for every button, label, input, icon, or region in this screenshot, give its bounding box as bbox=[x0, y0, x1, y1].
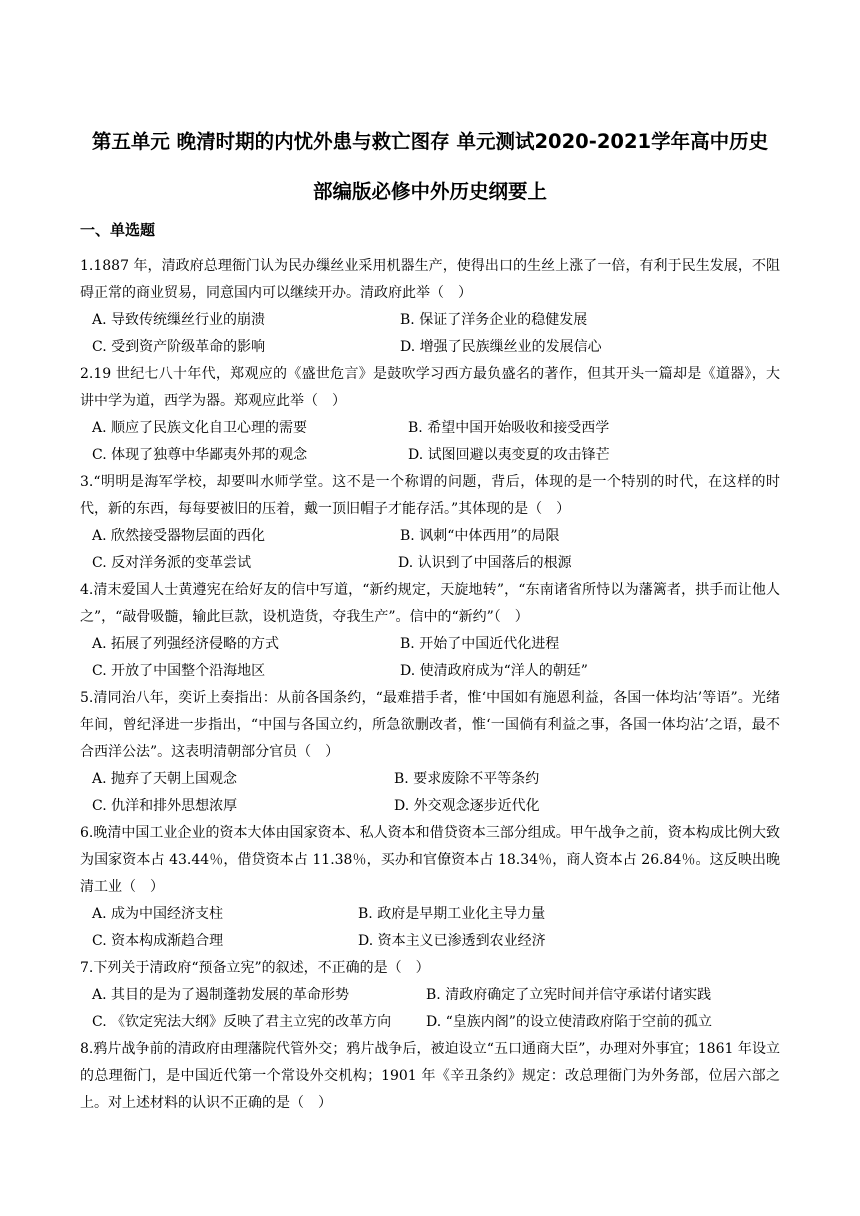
question-1 bbox=[80, 253, 780, 361]
options bbox=[80, 631, 780, 685]
option-c[interactable]: C. 体现了独尊中华鄙夷外邦的观念 bbox=[92, 447, 308, 463]
option-b[interactable]: B. 开始了中国近代化进程 bbox=[400, 636, 560, 652]
options bbox=[80, 982, 780, 1036]
option-c[interactable]: C. 仇洋和排外思想浓厚 bbox=[92, 798, 238, 814]
options bbox=[80, 415, 780, 469]
option-a[interactable]: A. 拓展了列强经济侵略的方式 bbox=[92, 636, 280, 652]
document-title-line-1: 第五单元 晚清时期的内忧外患与救亡图存 单元测试2020-2021学年高中历史 bbox=[91, 130, 769, 153]
question-stem: 3.“明明是海军学校，却要叫水师学堂。这不是一个称谓的问题，背后，体现的是一个特别的时代，在这样的时代，新的东西，每每要被旧的压着，戴一顶旧帽子才能存活。”其体现的是（ ） bbox=[80, 474, 780, 517]
question-stem: 7.下列关于清政府“预备立宪”的叙述，不正确的是（ ） bbox=[80, 960, 430, 976]
option-a[interactable]: A. 成为中国经济支柱 bbox=[92, 906, 224, 922]
option-b[interactable]: B. 讽刺“中体西用”的局限 bbox=[400, 528, 560, 544]
options bbox=[80, 307, 780, 361]
question-4 bbox=[80, 577, 780, 685]
option-b[interactable]: B. 要求废除不平等条约 bbox=[394, 771, 540, 787]
question-stem: 4.清末爱国人士黄遵宪在给好友的信中写道，“新约规定，天旋地转”，“东南诸省所恃以为藩篱者，拱手而让他人之”，“敲骨吸髓，输此巨款，设机造货，夺我生产”。信中的“新约”（ ） bbox=[80, 582, 780, 625]
option-d[interactable]: D. 试图回避以夷变夏的攻击锋芒 bbox=[408, 447, 610, 463]
option-c[interactable]: C. 受到资产阶级革命的影响 bbox=[92, 339, 266, 355]
question-stem: 8.鸦片战争前的清政府由理藩院代管外交；鸦片战争后，被迫设立“五口通商大臣”，办理对外事宜；1861 年设立的总理衙门，是中国近代第一个常设外交机构；1901 年《辛丑条约》规定：改总理衙门为外务部，位居六部之上。对上述材料的认识不正确的是（ ） bbox=[80, 1041, 780, 1111]
option-c[interactable]: C. 开放了中国整个沿海地区 bbox=[92, 663, 266, 679]
section-heading: 一、单选题 bbox=[80, 221, 156, 239]
option-c[interactable]: C. 反对洋务派的变革尝试 bbox=[92, 555, 252, 571]
document-title-line-2: 部编版必修中外历史纲要上 bbox=[312, 180, 547, 203]
question-3 bbox=[80, 469, 780, 577]
options bbox=[80, 523, 780, 577]
question-2 bbox=[80, 361, 780, 469]
option-d[interactable]: D. 外交观念逐步近代化 bbox=[394, 798, 540, 814]
option-d[interactable]: D. 资本主义已渗透到农业经济 bbox=[358, 933, 546, 949]
option-c[interactable]: C. 《钦定宪法大纲》反映了君主立宪的改革方向 bbox=[92, 1014, 392, 1030]
question-stem: 5.清同治八年，奕䜣上奏指出：从前各国条约，“最难措手者，惟‘中国如有施恩利益，各国一体均沾’等语”。光绪年间，曾纪泽进一步指出，“中国与各国立约，所急欲删改者，惟‘一国倘有利益之事，各国一体均沾’之语，最不合西洋公法”。这表明清朝部分官员（ ） bbox=[80, 690, 780, 760]
question-stem: 1.1887 年，清政府总理衙门认为民办缫丝业采用机器生产，使得出口的生丝上涨了一倍，有利于民生发展，不阻碍正常的商业贸易，同意国内可以继续开办。清政府此举（ ） bbox=[80, 258, 780, 301]
option-b[interactable]: B. 政府是早期工业化主导力量 bbox=[358, 906, 546, 922]
option-b[interactable]: B. 清政府确定了立宪时间并信守承诺付诸实践 bbox=[426, 987, 712, 1003]
option-a[interactable]: A. 抛弃了天朝上国观念 bbox=[92, 771, 238, 787]
option-d[interactable]: D. “皇族内阁”的设立使清政府陷于空前的孤立 bbox=[426, 1014, 712, 1030]
question-5 bbox=[80, 685, 780, 820]
options bbox=[80, 901, 780, 955]
option-d[interactable]: D. 增强了民族缫丝业的发展信心 bbox=[400, 339, 602, 355]
option-a[interactable]: A. 其目的是为了遏制蓬勃发展的革命形势 bbox=[92, 987, 350, 1003]
question-stem: 2.19 世纪七八十年代，郑观应的《盛世危言》是鼓吹学习西方最负盛名的著作，但其开头一篇却是《道器》，大讲中学为道，西学为器。郑观应此举（ ） bbox=[80, 366, 780, 409]
question-7 bbox=[80, 955, 780, 1036]
question-6 bbox=[80, 820, 780, 955]
question-8 bbox=[80, 1036, 780, 1117]
option-a[interactable]: A. 导致传统缫丝行业的崩溃 bbox=[92, 312, 266, 328]
option-b[interactable]: B. 希望中国开始吸收和接受西学 bbox=[408, 420, 610, 436]
option-d[interactable]: D. 使清政府成为“洋人的朝廷” bbox=[400, 663, 588, 679]
question-stem: 6.晚清中国工业企业的资本大体由国家资本、私人资本和借贷资本三部分组成。甲午战争之前，资本构成比例大致为国家资本占 43.44％，借贷资本占 11.38％，买办和官僚资本占 18.34％，商人资本占 26.84％。这反映出晚清工业（ ） bbox=[80, 825, 780, 895]
options bbox=[80, 766, 780, 820]
option-a[interactable]: A. 顺应了民族文化自卫心理的需要 bbox=[92, 420, 308, 436]
option-d[interactable]: D. 认识到了中国落后的根源 bbox=[398, 555, 572, 571]
option-c[interactable]: C. 资本构成渐趋合理 bbox=[92, 933, 224, 949]
option-a[interactable]: A. 欣然接受器物层面的西化 bbox=[92, 528, 266, 544]
option-b[interactable]: B. 保证了洋务企业的稳健发展 bbox=[400, 312, 588, 328]
